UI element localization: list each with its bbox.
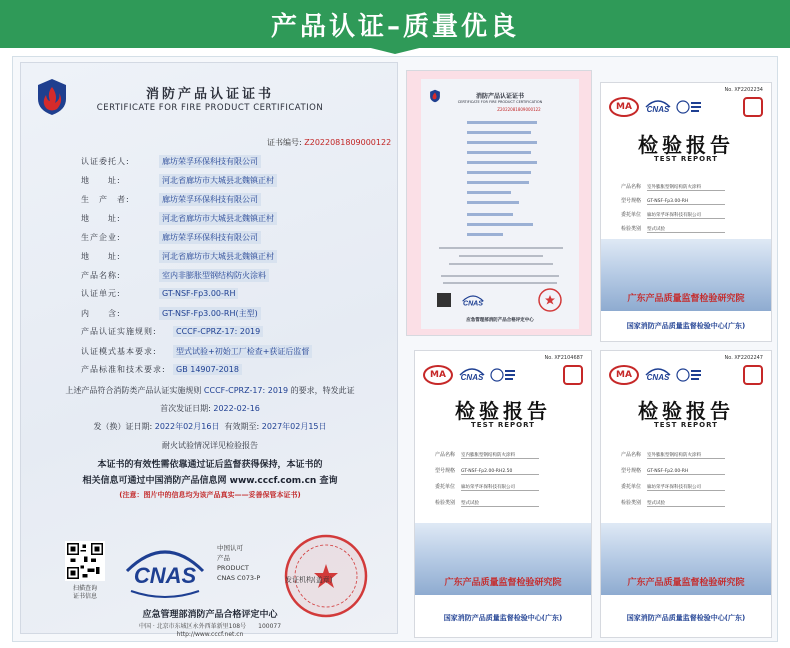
row-manufacturer <box>81 193 261 206</box>
cnas-logo-icon <box>459 293 487 311</box>
thumb-field-line <box>467 161 537 164</box>
row-label: 产品名称: <box>81 271 121 280</box>
issuer-name: 应急管理部消防产品合格评定中心 <box>142 610 278 620</box>
thumb-field-line <box>467 151 531 154</box>
field-value: GT-NSF-Fp2.00-RH2.50 <box>461 469 539 475</box>
svg-text:CNAS: CNAS <box>460 373 484 382</box>
thumb-field-line <box>467 171 531 174</box>
thumbnail-paper <box>421 79 579 329</box>
issuer-signature: 发证机构(盖章) <box>285 576 333 584</box>
report-subtitle: TEST REPORT <box>654 421 718 429</box>
report-field <box>435 467 539 475</box>
field-label: 检验类别 <box>621 226 642 232</box>
field-label: 检验类别 <box>621 500 642 506</box>
ilac-mra-icon <box>675 97 703 117</box>
certificate-title-cn: 消防产品认证证书 <box>145 87 274 102</box>
field-value: 型式试验 <box>647 226 725 233</box>
row-label: 产品认证实施规则: <box>81 327 157 336</box>
row-value: 型式试验+初始工厂检查+获证后监督 <box>173 345 312 358</box>
valid-date: 2027年02月15日 <box>261 422 327 431</box>
fire-product-certificate <box>20 62 398 638</box>
field-label: 产品名称 <box>621 452 642 458</box>
quality-mark-icon <box>563 365 583 385</box>
report-number: No. XF2104687 <box>544 355 583 361</box>
thumb-text-line <box>449 263 553 265</box>
report-field <box>621 197 725 205</box>
field-value: 室内膨胀型钢结构防火涂料 <box>461 452 539 459</box>
thumb-field-line <box>467 141 537 144</box>
banner-title: 产品认证–质量优良 <box>270 12 519 42</box>
thumb-title-cn: 消防产品认证证书 <box>475 93 524 100</box>
report-field <box>621 451 725 459</box>
report-field <box>621 183 725 191</box>
row-address <box>81 250 277 263</box>
thumb-text-line <box>443 282 557 284</box>
thumb-field-line <box>467 201 519 204</box>
thumb-qr-code <box>437 293 451 307</box>
statement-suffix: 的要求，特发此证 <box>290 386 355 395</box>
svg-text:CNAS: CNAS <box>462 299 484 308</box>
report-logos <box>423 365 583 387</box>
report-field <box>621 211 725 219</box>
field-label: 产品名称 <box>435 452 456 458</box>
issue-date-line <box>21 421 399 432</box>
institute-name: 广东产品质量监督检验研究院 <box>627 294 745 304</box>
quality-mark-icon <box>743 365 763 385</box>
test-report-2 <box>414 350 592 638</box>
thumb-field-line <box>467 121 537 124</box>
certificate-number-value: Z2022081809000122 <box>304 138 392 147</box>
thumb-field-line <box>467 213 513 216</box>
report-subtitle: TEST REPORT <box>471 421 535 429</box>
field-value: 廊坊荣孚环保科技有限公司 <box>647 212 725 219</box>
red-seal-stamp <box>537 287 563 313</box>
report-field <box>621 225 725 233</box>
report-field <box>621 499 725 507</box>
row-value: 河北省廊坊市大城县北魏镇正村 <box>159 212 277 225</box>
report-title: 检验报告 <box>638 399 734 423</box>
cma-mark-icon: MA <box>423 365 453 385</box>
issuer-website: http://www.cccf.net.cn <box>176 631 244 638</box>
row-value: 廊坊荣孚环保科技有限公司 <box>159 155 261 168</box>
thumb-field-line <box>467 223 533 226</box>
row-standard <box>81 364 242 375</box>
svg-text:CNAS: CNAS <box>646 373 670 382</box>
thumb-field-line <box>467 233 503 236</box>
report-logos <box>609 365 763 387</box>
test-report-3 <box>600 350 772 638</box>
certificate-thumbnail <box>406 70 592 336</box>
row-value: GT-NSF-Fp3.00-RH <box>159 288 238 299</box>
center-name: 国家消防产品质量监督检验中心(广东) <box>626 322 746 330</box>
field-value: 廊坊荣孚环保科技有限公司 <box>647 484 725 491</box>
certificate-title-en: CERTIFICATE FOR FIRE PRODUCT CERTIFICATION <box>96 103 324 113</box>
thumb-field-line <box>467 181 529 184</box>
field-value: GT-NSF-Fp2.00-RH <box>647 469 725 475</box>
row-value: 室内非膨胀型钢结构防火涂料 <box>159 269 269 282</box>
cnas-line: 中国认可 <box>217 544 243 552</box>
row-value: 河北省廊坊市大城县北魏镇正村 <box>159 174 277 187</box>
thumb-field-line <box>467 131 531 134</box>
row-label: 生产企业: <box>81 233 121 242</box>
test-report-1 <box>600 82 772 342</box>
row-label: 地 址: <box>81 176 121 185</box>
qr-label: 扫描查询 证书信息 <box>72 585 97 600</box>
row-label: 产品标准和技术要求: <box>81 365 166 374</box>
row-unit <box>81 288 238 299</box>
first-issue-line <box>21 403 399 414</box>
row-value: GB 14907-2018 <box>173 364 242 375</box>
thumb-text-line <box>441 275 559 277</box>
report-logos <box>609 97 763 119</box>
thumb-title-en: CERTIFICATE FOR FIRE PRODUCT CERTIFICATION <box>457 100 543 104</box>
row-value: 廊坊荣孚环保科技有限公司 <box>159 231 261 244</box>
ilac-mra-icon <box>675 365 703 385</box>
field-value: 廊坊荣孚环保科技有限公司 <box>461 484 539 491</box>
certificate-number-label: 证书编号: <box>267 138 302 147</box>
statement-rule: CCCF-CPRZ-17: 2019 <box>203 386 289 395</box>
report-number: No. XF2202234 <box>724 87 763 93</box>
cnas-logo-icon <box>643 365 673 385</box>
fire-test-note: 耐火试验情况详见检验报告 <box>162 441 258 450</box>
qr-code <box>65 541 105 581</box>
validity-line-1: 本证书的有效性需依靠通过证后监督获得保持，本证书的 <box>97 460 323 470</box>
report-title: 检验报告 <box>638 133 734 157</box>
field-label: 产品名称 <box>621 184 642 190</box>
report-number: No. XF2202247 <box>724 355 763 361</box>
report-subtitle: TEST REPORT <box>654 155 718 163</box>
certificate-number <box>267 137 391 148</box>
cma-mark-icon: MA <box>609 97 639 117</box>
field-value: 室外膨胀型钢结构防火涂料 <box>647 184 725 191</box>
report-title: 检验报告 <box>455 399 551 423</box>
report-field <box>621 467 725 475</box>
field-value: GT-NSF-Fp3.00-RH <box>647 199 725 205</box>
thumb-text-line <box>439 247 563 249</box>
field-label: 委托单位 <box>435 484 456 490</box>
cnas-line: 产品 <box>217 554 230 562</box>
field-value: 型式试验 <box>461 500 539 507</box>
row-label: 认证委托人: <box>81 157 130 166</box>
quality-mark-icon <box>743 97 763 117</box>
svg-text:CNAS: CNAS <box>646 105 670 114</box>
valid-label: 有效期至: <box>224 422 260 431</box>
row-contains <box>81 307 261 320</box>
field-label: 型号规格 <box>621 468 642 474</box>
issuer-address: 中国 · 北京市东城区永外西革新里108号 100077 <box>138 623 282 630</box>
center-name: 国家消防产品质量监督检验中心(广东) <box>626 614 746 622</box>
row-product-name <box>81 269 269 282</box>
row-value: GT-NSF-Fp3.00-RH(主型) <box>159 307 261 320</box>
first-issue-label: 首次发证日期: <box>160 404 211 413</box>
validity-line-2: 相关信息可通过中国消防产品信息网 www.cccf.com.cn 查询 <box>82 476 338 486</box>
row-address <box>81 174 277 187</box>
thumb-issuer: 应急管理部消防产品合格评定中心 <box>466 318 534 323</box>
thumb-number: Z2022081809000122 <box>497 107 541 112</box>
field-label: 型号规格 <box>435 468 456 474</box>
row-label: 内 含: <box>81 309 121 318</box>
thumb-text-line <box>459 255 543 257</box>
first-issue-date: 2022-02-16 <box>213 404 260 413</box>
cma-mark-icon: MA <box>609 365 639 385</box>
field-label: 委托单位 <box>621 484 642 490</box>
row-address <box>81 212 277 225</box>
red-notice: (注意：图片中的信息均为该产品真实——妥善保管本证书) <box>119 491 301 499</box>
row-mode <box>81 345 312 358</box>
statement-line <box>21 385 399 396</box>
row-value: CCCF-CPRZ-17: 2019 <box>173 326 263 337</box>
row-label: 地 址: <box>81 214 121 223</box>
center-name: 国家消防产品质量监督检验中心(广东) <box>443 614 563 622</box>
report-field <box>435 451 539 459</box>
row-factory <box>81 231 261 244</box>
row-value: 河北省廊坊市大城县北魏镇正村 <box>159 250 277 263</box>
statement-prefix: 上述产品符合消防类产品认证实施规则 <box>65 386 202 395</box>
institute-name: 广东产品质量监督检验研究院 <box>444 578 562 588</box>
ilac-mra-icon <box>489 365 517 385</box>
thumb-field-line <box>467 191 511 194</box>
cnas-line: PRODUCT <box>217 564 249 572</box>
field-label: 检验类别 <box>435 500 456 506</box>
cnas-logo-icon <box>643 97 673 117</box>
field-value: 型式试验 <box>647 500 725 507</box>
institute-name: 广东产品质量监督检验研究院 <box>627 578 745 588</box>
row-value: 廊坊荣孚环保科技有限公司 <box>159 193 261 206</box>
field-value: 室外膨胀型钢结构防火涂料 <box>647 452 725 459</box>
row-label: 认证模式基本要求: <box>81 347 157 356</box>
row-label: 生 产 者: <box>81 195 130 204</box>
field-label: 型号规格 <box>621 198 642 204</box>
issue-date: 2022年02月16日 <box>154 422 220 431</box>
cnas-logo-icon <box>457 365 487 385</box>
row-label: 认证单元: <box>81 289 121 298</box>
report-field <box>435 499 539 507</box>
cnas-accreditation-text <box>217 543 260 583</box>
svg-text:CNAS: CNAS <box>133 563 197 588</box>
field-label: 委托单位 <box>621 212 642 218</box>
cnas-line: CNAS C073-P <box>217 574 261 582</box>
issue-label: 发（换）证日期: <box>93 422 153 431</box>
row-label: 地 址: <box>81 252 121 261</box>
row-applicant <box>81 155 261 168</box>
report-field <box>435 483 539 491</box>
row-rules <box>81 326 263 337</box>
report-field <box>621 483 725 491</box>
cnas-logo-icon <box>119 541 211 607</box>
